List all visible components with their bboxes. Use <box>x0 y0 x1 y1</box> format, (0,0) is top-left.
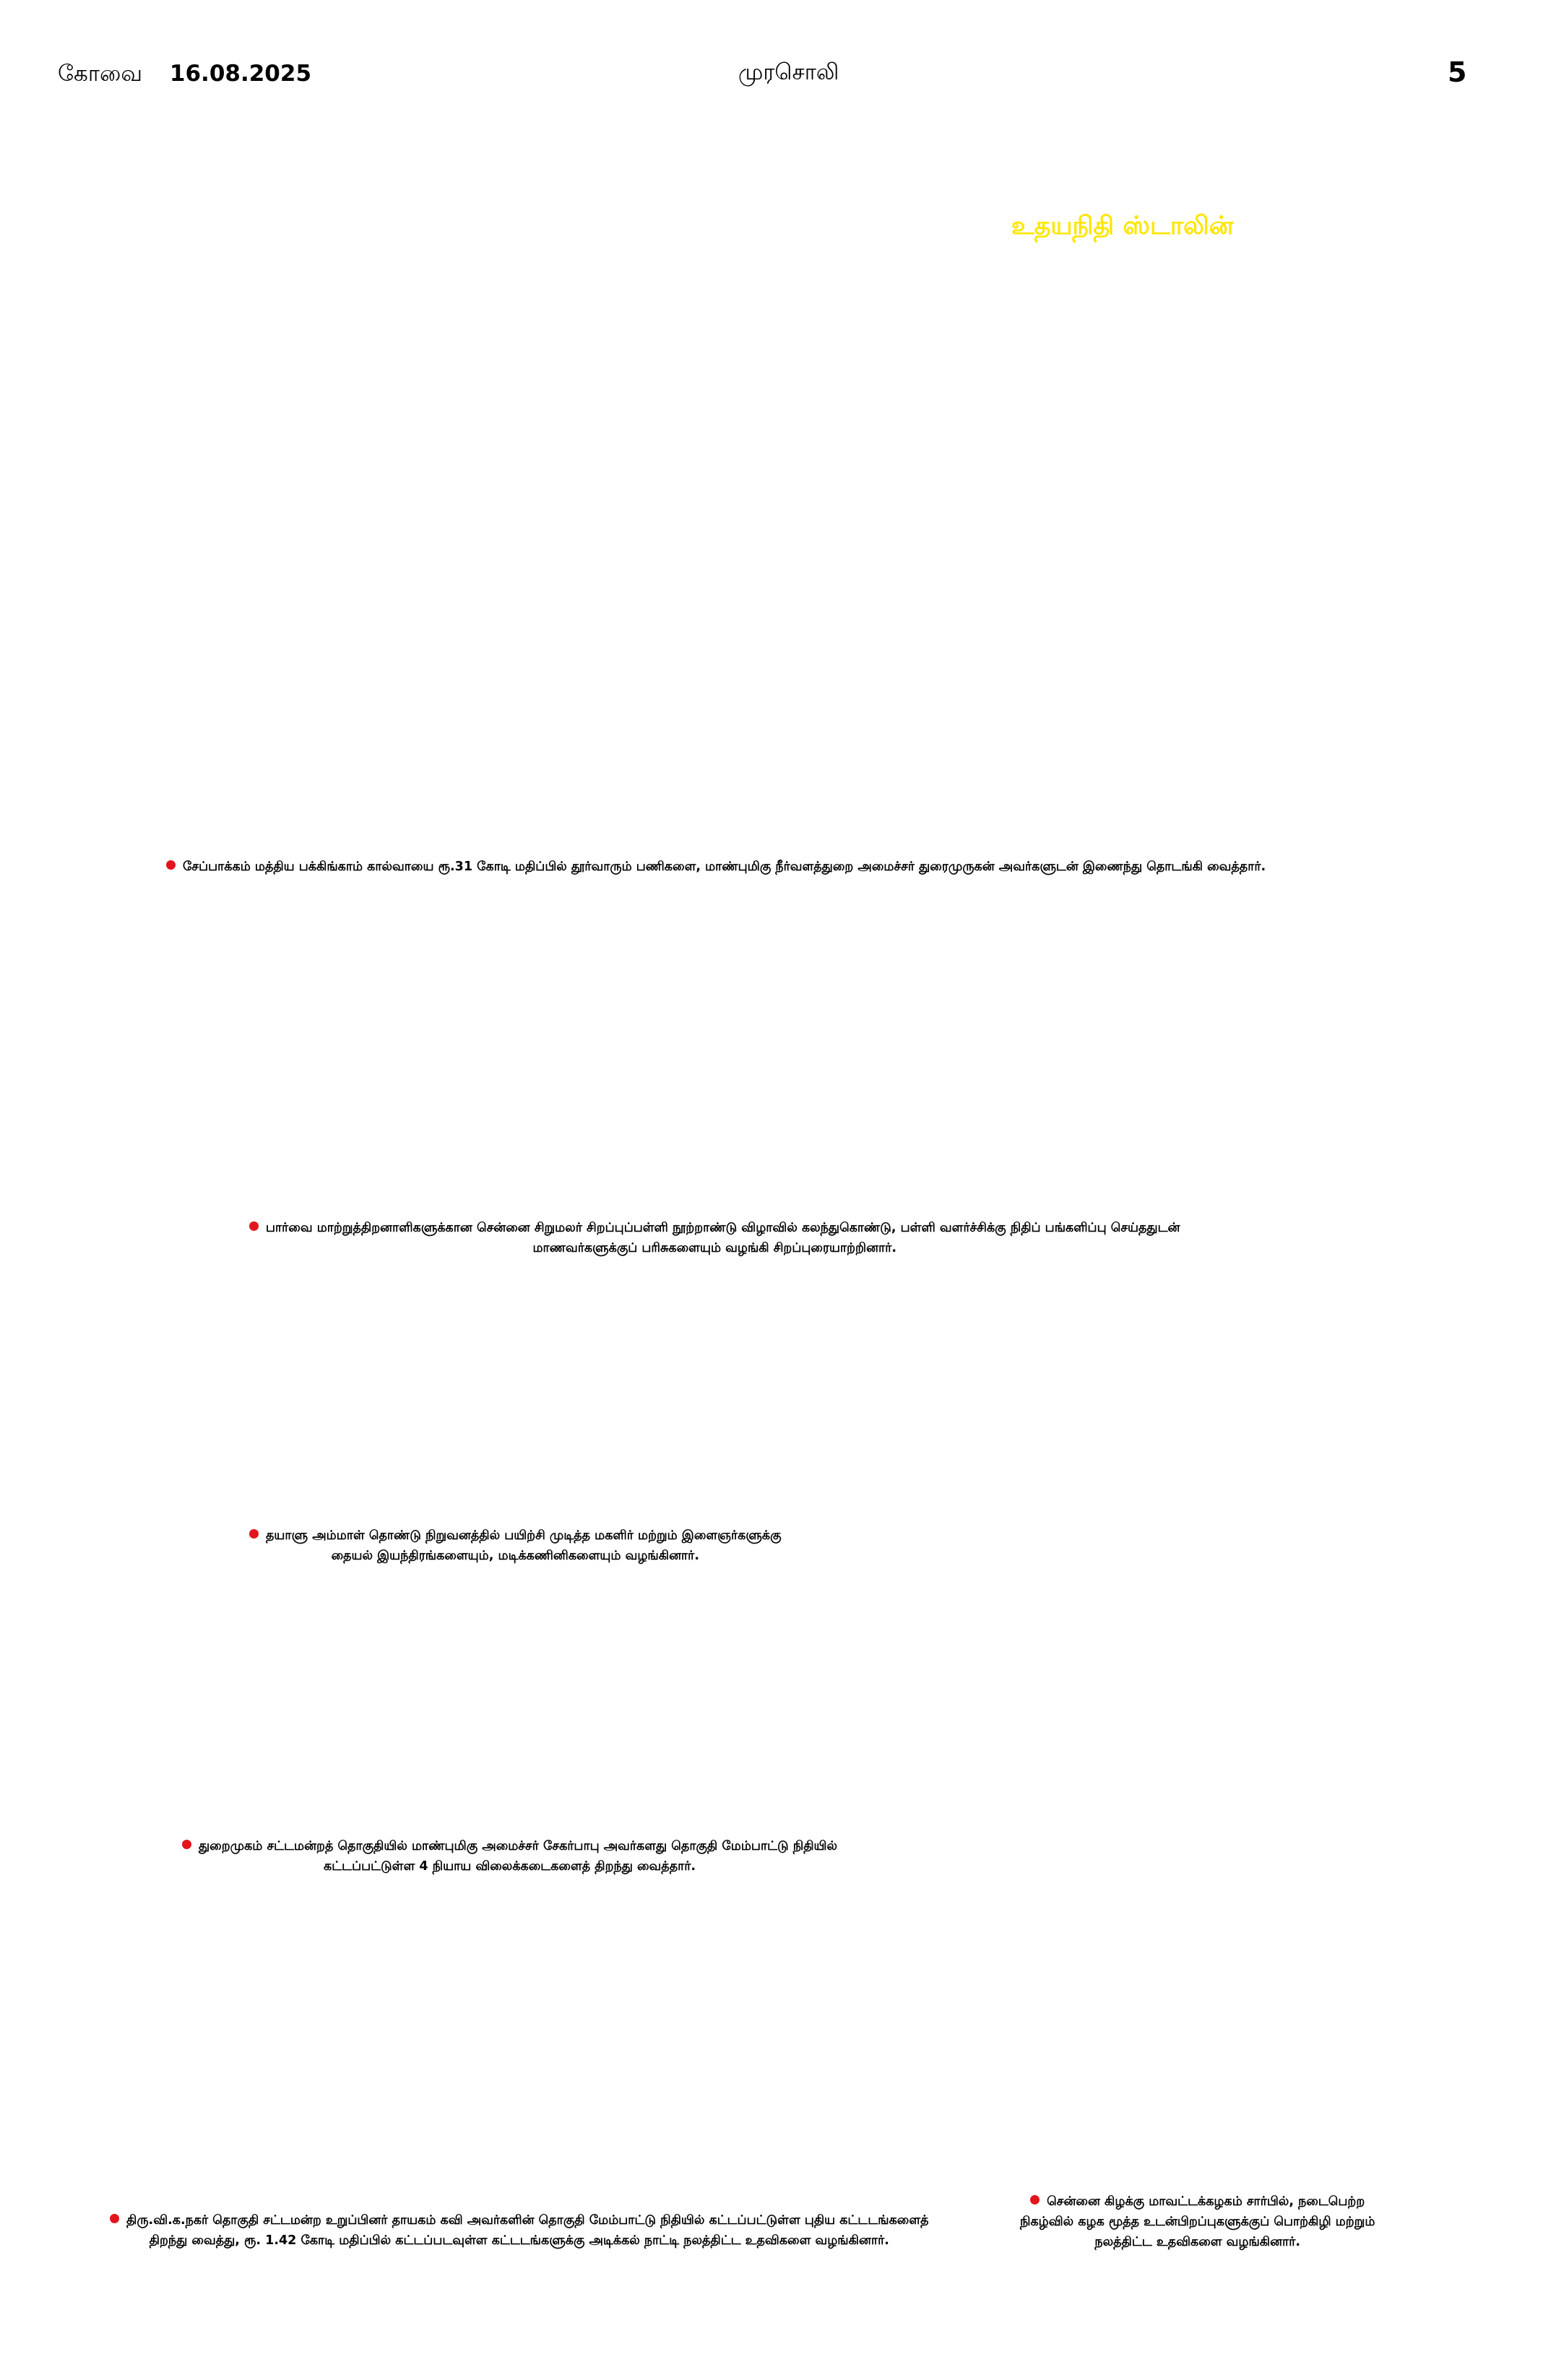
caption-line: கட்டப்பட்டுள்ள 4 நியாய விலைக்கடைகளைத் திறந்து வைத்தார். <box>324 1859 696 1874</box>
feature-title: உதயநிதி ஸ்டாலின் <box>1011 212 1234 241</box>
photo-caption-1 <box>166 857 1266 877</box>
red-bullet-icon <box>249 1529 259 1539</box>
page-number: 5 <box>1448 56 1467 88</box>
page-header-left <box>58 59 311 88</box>
photo-caption-4 <box>182 1836 837 1877</box>
photo-caption-6 <box>1020 2191 1375 2252</box>
red-bullet-icon <box>166 860 176 870</box>
caption-line: நிகழ்வில் கழக மூத்த உடன்பிறப்புகளுக்குப் பொற்கிழி மற்றும் <box>1020 2215 1375 2229</box>
caption-line: நலத்திட்ட உதவிகளை வழங்கினார். <box>1094 2235 1301 2249</box>
caption-line: தயாளு அம்மாள் தொண்டு நிறுவனத்தில் பயிற்சி முடித்த மகளிர் மற்றும் இளைஞர்களுக்கு <box>266 1528 782 1543</box>
photo-caption-5 <box>110 2210 929 2251</box>
caption-line: சேப்பாக்கம் மத்திய பக்கிங்காம் கால்வாயை ரூ.31 கோடி மதிப்பில் தூர்வாரும் பணிகளை, மாண்புமிகு நீர்வளத்துறை அமைச்சர் துரைமுருகன் அவர்களுடன் இணைந்து தொடங்கி வைத்தார். <box>183 860 1266 874</box>
caption-line: மாணவர்களுக்குப் பரிசுகளையும் வழங்கி சிறப்புரையாற்றினார். <box>532 1241 897 1255</box>
caption-line: துறைமுகம் சட்டமன்றத் தொகுதியில் மாண்புமிகு அமைச்சர் சேகர்பாபு அவர்களது தொகுதி மேம்பாட்டு நிதியில் <box>199 1839 838 1853</box>
red-bullet-icon <box>182 1840 191 1849</box>
red-bullet-icon <box>1030 2195 1040 2204</box>
newspaper-name: முரசொலி <box>738 59 839 85</box>
photo-caption-3 <box>249 1526 782 1566</box>
red-bullet-icon <box>249 1221 259 1231</box>
caption-line: சென்னை கிழக்கு மாவட்டக்கழகம் சார்பில், நடைபெற்ற <box>1047 2194 1365 2209</box>
issue-date: 16.08.2025 <box>169 61 312 87</box>
caption-line: திரு.வி.க.நகர் தொகுதி சட்டமன்ற உறுப்பினர் தாயகம் கவி அவர்களின் தொகுதி மேம்பாட்டு நிதியில் கட்டப்பட்டுள்ள புதிய கட்டடங்களைத் <box>126 2213 929 2228</box>
red-bullet-icon <box>110 2214 119 2223</box>
edition-label: கோவை <box>58 61 143 87</box>
caption-line: பார்வை மாற்றுத்திறனாளிகளுக்கான சென்னை சிறுமலர் சிறப்புப்பள்ளி நூற்றாண்டு விழாவில் கலந்துகொண்டு, பள்ளி வளர்ச்சிக்கு நிதிப் பங்களிப்பு செய்ததுடன் <box>266 1221 1180 1235</box>
photo-caption-2 <box>249 1218 1180 1258</box>
caption-line: தையல் இயந்திரங்களையும், மடிக்கணினிகளையும் வழங்கினார். <box>331 1549 699 1563</box>
caption-line: திறந்து வைத்து, ரூ. 1.42 கோடி மதிப்பில் கட்டப்படவுள்ள கட்டடங்களுக்கு அடிக்கல் நாட்டி நலத்திட்ட உதவிகளை வழங்கினார். <box>149 2233 889 2248</box>
